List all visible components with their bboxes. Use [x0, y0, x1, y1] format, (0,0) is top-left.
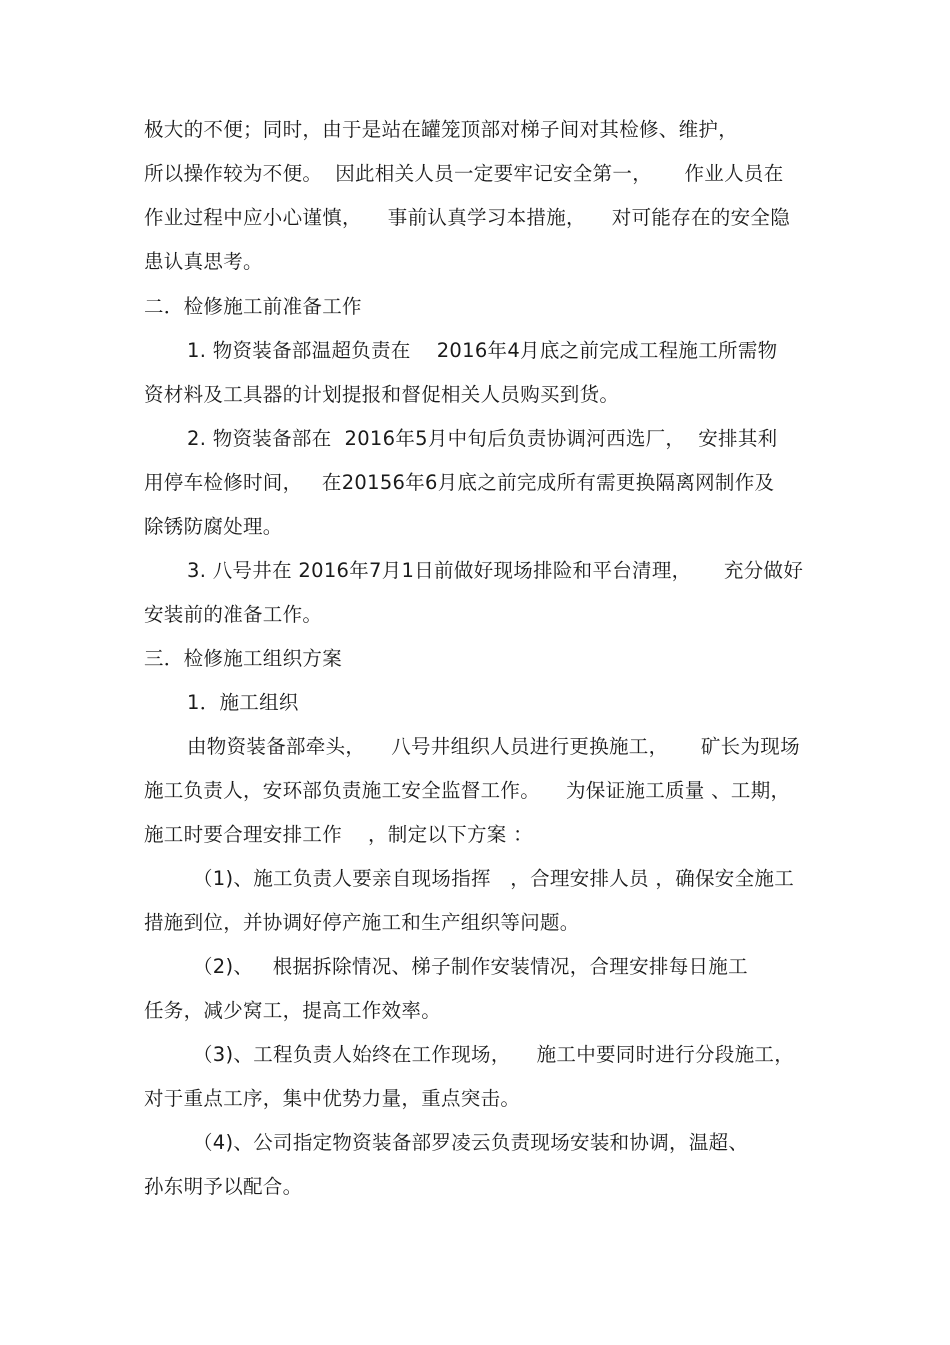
text-line: 安装前的准备工作。	[144, 603, 323, 626]
text-line: （2)、 根据拆除情况、梯子制作安装情况，合理安排每日施工	[193, 955, 748, 978]
text-line: 措施到位，并协调好停产施工和生产组织等问题。	[144, 911, 580, 934]
text-line: 患认真思考。	[144, 250, 263, 273]
text-line: 2. 物资装备部在 2016年5月中旬后负责协调河西选厂， 安排其利	[187, 427, 778, 450]
text-line: 资材料及工具器的计划提报和督促相关人员购买到货。	[144, 383, 620, 406]
text-line: 孙东明予以配合。	[144, 1175, 303, 1198]
text-line: 作业过程中应小心谨慎， 事前认真学习本措施， 对可能存在的安全隐	[144, 206, 790, 229]
text-line: 极大的不便；同时，由于是站在罐笼顶部对梯子间对其检修、维护，	[144, 118, 739, 141]
text-line: （3)、工程负责人始终在工作现场， 施工中要同时进行分段施工，	[193, 1043, 795, 1066]
text-line: 任务，减少窝工，提高工作效率。	[144, 999, 442, 1022]
text-line: 施工负责人，安环部负责施工安全监督工作。 为保证施工质量 、工期，	[144, 779, 791, 802]
text-line: 用停车检修时间， 在20156年6月底之前完成所有需更换隔离网制作及	[144, 471, 775, 494]
subheading: 1．施工组织	[187, 691, 299, 714]
text-line: 所以操作较为不便。 因此相关人员一定要牢记安全第一， 作业人员在	[144, 162, 784, 185]
text-line: 3. 八号井在 2016年7月1日前做好现场排险和平台清理， 充分做好	[187, 559, 804, 582]
text-line: 由物资装备部牵头， 八号井组织人员进行更换施工， 矿长为现场	[187, 735, 800, 758]
text-line: 对于重点工序，集中优势力量，重点突击。	[144, 1087, 521, 1110]
section-heading-3: 三．检修施工组织方案	[144, 647, 343, 670]
text-line: 除锈防腐处理。	[144, 515, 283, 538]
text-line: （1)、施工负责人要亲自现场指挥 ，合理安排人员 ，确保安全施工	[193, 867, 795, 890]
text-line: （4)、公司指定物资装备部罗凌云负责现场安装和协调，温超、	[193, 1131, 749, 1154]
section-heading-2: 二．检修施工前准备工作	[144, 295, 362, 318]
text-line: 1. 物资装备部温超负责在 2016年4月底之前完成工程施工所需物	[187, 339, 778, 362]
text-line: 施工时要合理安排工作 ，制定以下方案 ：	[144, 823, 533, 846]
